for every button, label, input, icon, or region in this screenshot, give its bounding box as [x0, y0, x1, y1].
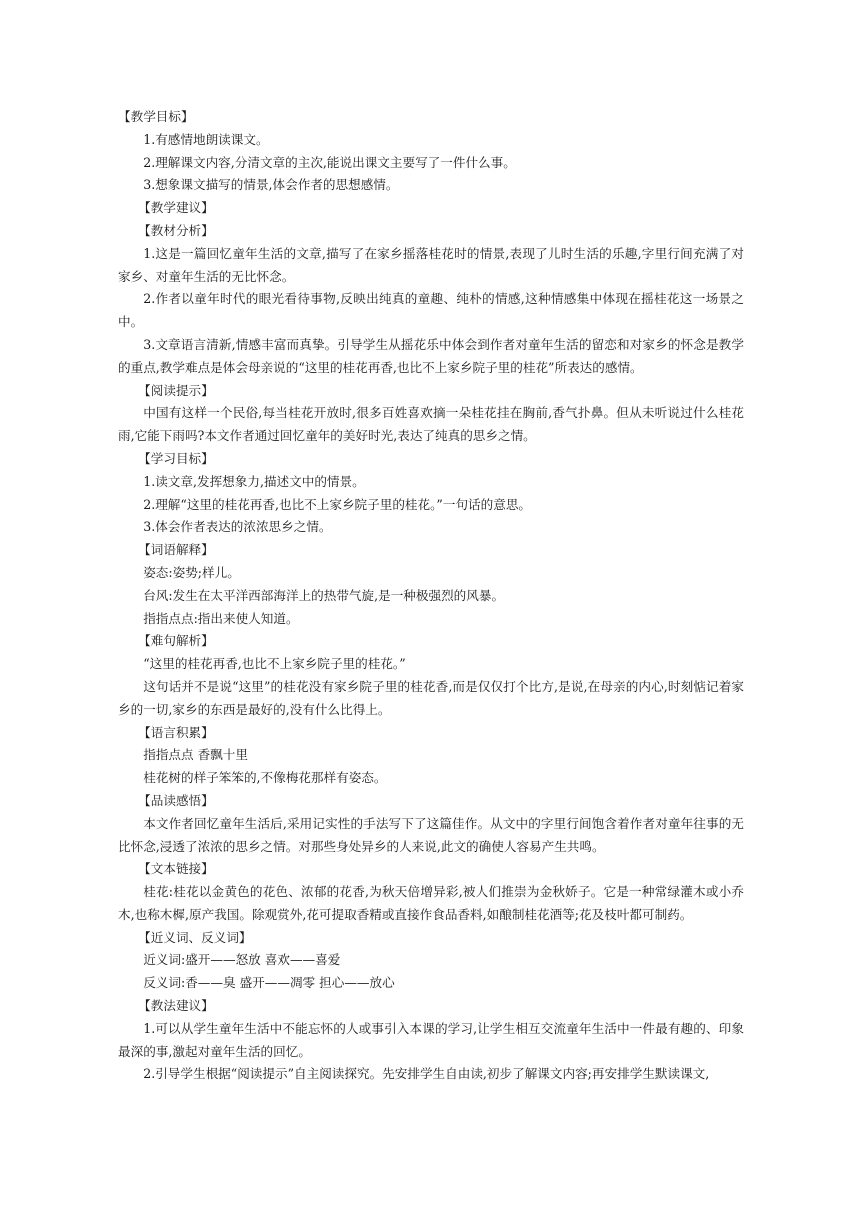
section-paragraph: 1.有感情地朗读课文。	[143, 131, 269, 147]
section-paragraph: 这句话并不是说“这里”的桂花没有家乡院子里的桂花香,而是仅仅打个比方,是说,在母亲的内心,时刻惦记着家乡的一切,家乡的东西是最好的,没有什么比得上。	[118, 678, 744, 717]
section-paragraph: 桂花树的样子笨笨的,不像梅花那样有姿态。	[143, 770, 387, 786]
section-heading: 【难句解析】	[138, 633, 214, 649]
section-paragraph: 指指点点 香飘十里	[143, 747, 248, 763]
section-heading: 【文本链接】	[138, 861, 214, 877]
section-heading: 【阅读提示】	[138, 382, 214, 398]
section-paragraph: 1.这是一篇回忆童年生活的文章,描写了在家乡摇落桂花时的情景,表现了儿时生活的乐趣,字里行间充满了对家乡、对童年生活的无比怀念。	[118, 245, 744, 284]
section-paragraph: 3.文章语言清新,情感丰富而真挚。引导学生从摇花乐中体会到作者对童年生活的留恋和对家乡的怀念是教学的重点,教学难点是体会母亲说的“这里的桂花再香,也比不上家乡院子里的桂花”所表达的感情。	[118, 336, 744, 375]
section-heading: 【教材分析】	[138, 222, 214, 238]
section-paragraph: 2.引导学生根据“阅读提示”自主阅读探究。先安排学生自由读,初步了解课文内容;再安排学生默读课文,	[143, 1066, 710, 1082]
section-paragraph: 反义词:香——臭 盛开——凋零 担心——放心	[143, 975, 395, 991]
section-heading: 【近义词、反义词】	[138, 929, 252, 945]
section-heading: 【语言积累】	[138, 724, 214, 740]
section-heading: 【品读感悟】	[138, 792, 214, 808]
section-paragraph: 中国有这样一个民俗,每当桂花开放时,很多百姓喜欢摘一朵桂花挂在胸前,香气扑鼻。但从未听说过什么桂花雨,它能下雨吗?本文作者通过回忆童年的美好时光,表达了纯真的思乡之情。	[118, 405, 744, 444]
section-paragraph: 3.想象课文描写的情景,体会作者的思想感情。	[143, 177, 399, 193]
section-paragraph: 2.作者以童年时代的眼光看待事物,反映出纯真的童趣、纯朴的情感,这种情感集中体现在摇桂花这一场景之中。	[118, 291, 744, 330]
section-paragraph: 指指点点:指出来使人知道。	[143, 610, 299, 626]
section-heading: 【词语解释】	[138, 542, 214, 558]
section-heading: 【教学建议】	[138, 200, 214, 216]
section-heading: 【教法建议】	[138, 998, 214, 1014]
section-paragraph: 2.理解“这里的桂花再香,也比不上家乡院子里的桂花。”一句话的意思。	[143, 496, 532, 512]
section-paragraph: 1.读文章,发挥想象力,描述文中的情景。	[143, 473, 365, 489]
section-heading: 【学习目标】	[138, 450, 214, 466]
section-heading: 【教学目标】	[118, 109, 194, 124]
section-paragraph: 1.可以从学生童年生活中不能忘怀的人或事引入本课的学习,让学生相互交流童年生活中一件最有趣的、印象最深的事,激起对童年生活的回忆。	[118, 1020, 744, 1059]
document-body	[118, 106, 744, 1086]
section-paragraph: 近义词:盛开——怒放 喜欢——喜爱	[143, 952, 341, 968]
section-paragraph: 桂花:桂花以金黄色的花色、浓郁的花香,为秋天倍增异彩,被人们推崇为金秋娇子。它是一种常绿灌木或小乔木,也称木樨,原产我国。除观赏外,花可提取香精或直接作食品香料,如酿制桂花酒等;花及枝叶都可制药。	[118, 884, 744, 922]
section-paragraph: 姿态:姿势;样儿。	[143, 564, 240, 580]
section-paragraph: “这里的桂花再香,也比不上家乡院子里的桂花。”	[143, 656, 406, 672]
section-paragraph: 2.理解课文内容,分清文章的主次,能说出课文主要写了一件什么事。	[143, 154, 516, 170]
section-paragraph: 3.体会作者表达的浓浓思乡之情。	[143, 519, 332, 535]
section-paragraph: 本文作者回忆童年生活后,采用记实性的手法写下了这篇佳作。从文中的字里行间饱含着作者对童年往事的无比怀念,浸透了浓浓的思乡之情。对那些身处异乡的人来说,此文的确使人容易产生共鸣。	[118, 815, 744, 854]
section-paragraph: 台风:发生在太平洋西部海洋上的热带气旋,是一种极强烈的风暴。	[143, 587, 505, 603]
